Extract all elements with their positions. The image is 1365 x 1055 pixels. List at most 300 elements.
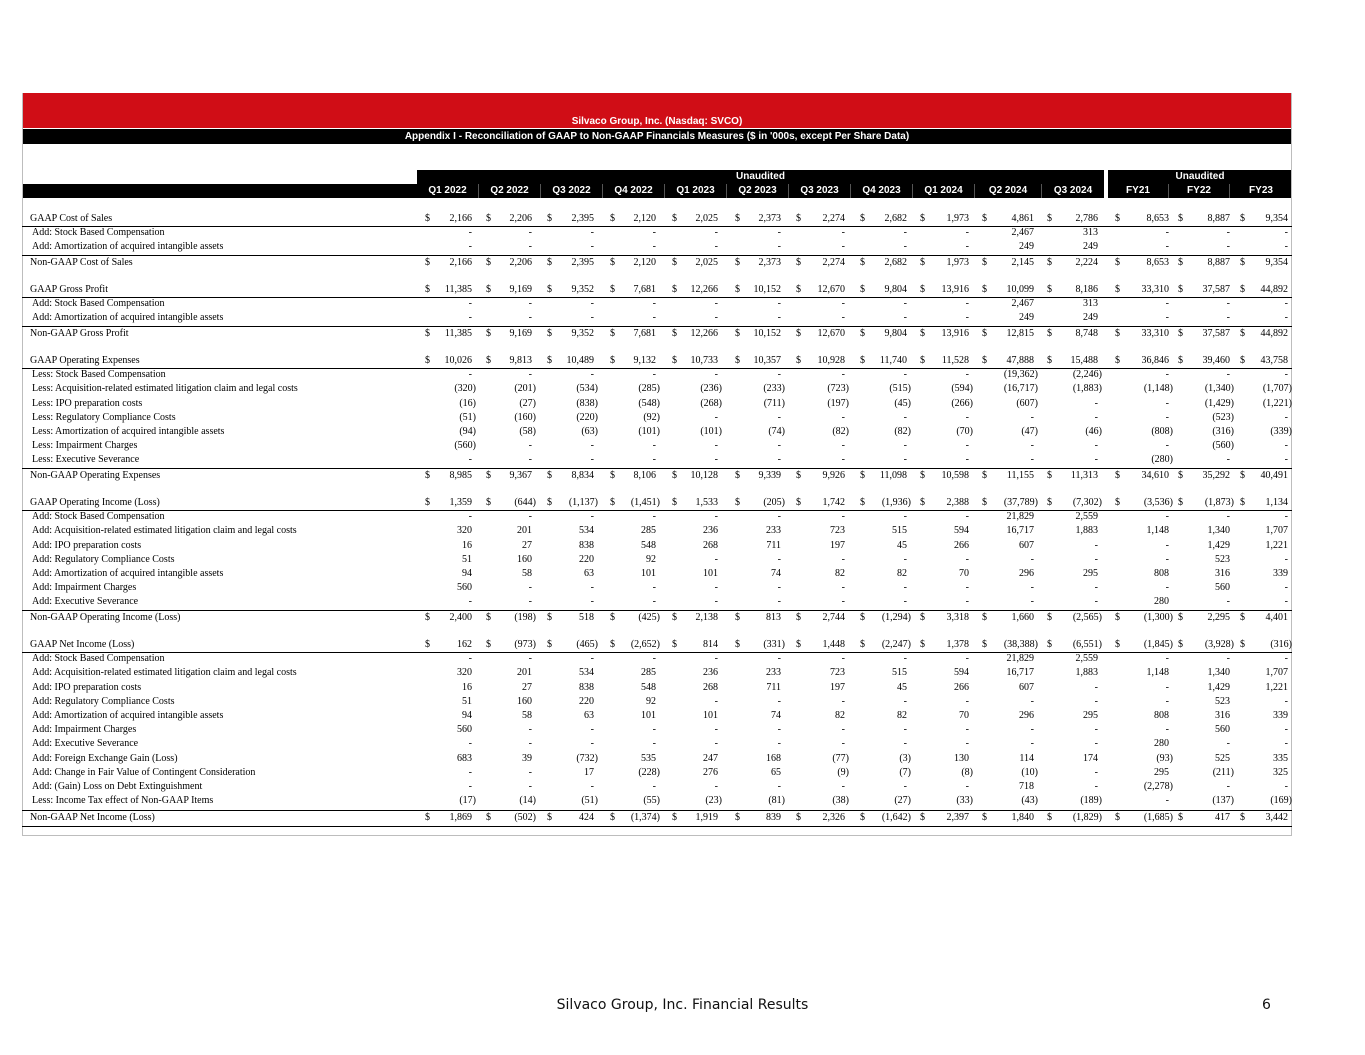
table-cell: - bbox=[841, 582, 845, 594]
table-cell: - bbox=[1165, 653, 1169, 665]
table-cell: 295 bbox=[1154, 766, 1169, 778]
currency-symbol: $ bbox=[486, 469, 491, 481]
table-cell: (1,873) bbox=[1204, 497, 1234, 508]
table-row bbox=[22, 581, 1292, 595]
table-cell: - bbox=[1094, 681, 1098, 693]
table-cell: - bbox=[590, 312, 594, 324]
table-cell: 2,120 bbox=[633, 256, 656, 268]
column-header: Q4 2022 bbox=[603, 184, 665, 198]
currency-symbol: $ bbox=[735, 327, 740, 339]
table-cell: 249 bbox=[1083, 241, 1098, 253]
table-cell: 813 bbox=[766, 611, 781, 623]
table-cell: 16,717 bbox=[1006, 525, 1034, 537]
row-label: Non-GAAP Operating Expenses bbox=[30, 469, 161, 481]
table-cell: 160 bbox=[517, 553, 532, 565]
column-header: FY23 bbox=[1249, 185, 1273, 196]
table-cell: - bbox=[528, 781, 532, 792]
table-cell: 58 bbox=[522, 568, 532, 579]
row-label: Less: Regulatory Compliance Costs bbox=[32, 411, 176, 423]
table-row bbox=[22, 226, 1292, 240]
row-label: Add: Executive Severance bbox=[32, 738, 139, 750]
table-cell: - bbox=[1165, 411, 1169, 423]
table-cell: (316) bbox=[1270, 639, 1292, 650]
table-cell: (6,551) bbox=[1072, 639, 1102, 650]
table-cell: (808) bbox=[1151, 426, 1173, 437]
table-cell: 8,887 bbox=[1207, 213, 1230, 224]
row-label: Less: Amortization of acquired intangible assets bbox=[32, 426, 225, 437]
table-cell: - bbox=[777, 511, 781, 523]
company-title: Silvaco Group, Inc. (Nasdaq: SVCO) bbox=[571, 116, 743, 127]
table-cell: (27) bbox=[894, 795, 911, 807]
table-cell: 13,916 bbox=[941, 327, 969, 339]
table-cell: (3,536) bbox=[1143, 497, 1173, 508]
currency-symbol: $ bbox=[425, 284, 430, 295]
table-cell: - bbox=[652, 241, 656, 253]
table-cell: 160 bbox=[517, 695, 532, 707]
table-cell: 1,707 bbox=[1265, 667, 1288, 679]
table-cell: 1,378 bbox=[946, 639, 969, 650]
currency-symbol: $ bbox=[982, 812, 987, 824]
table-cell: (523) bbox=[1212, 411, 1234, 423]
table-cell: - bbox=[1165, 511, 1169, 523]
table-cell: (33) bbox=[956, 795, 973, 807]
table-row bbox=[22, 681, 1292, 695]
currency-symbol: $ bbox=[1115, 639, 1120, 650]
row-label: Add: Regulatory Compliance Costs bbox=[32, 553, 175, 565]
currency-symbol: $ bbox=[425, 611, 430, 623]
currency-symbol: $ bbox=[860, 497, 865, 508]
currency-symbol: $ bbox=[1115, 256, 1120, 268]
table-cell: 2,400 bbox=[449, 611, 472, 623]
table-cell: - bbox=[777, 781, 781, 792]
table-cell: 44,892 bbox=[1260, 284, 1288, 295]
row-label: GAAP Net Income (Loss) bbox=[30, 639, 135, 650]
table-cell: 339 bbox=[1273, 568, 1288, 579]
table-cell: 39,460 bbox=[1202, 355, 1230, 366]
row-label: GAAP Gross Profit bbox=[30, 284, 108, 295]
table-cell: (14) bbox=[519, 795, 536, 807]
row-label: Non-GAAP Cost of Sales bbox=[30, 256, 133, 268]
table-cell: - bbox=[777, 553, 781, 565]
currency-symbol: $ bbox=[1115, 611, 1120, 623]
table-cell: - bbox=[1165, 539, 1169, 551]
table-cell: - bbox=[1226, 369, 1230, 381]
currency-symbol: $ bbox=[860, 611, 865, 623]
table-cell: - bbox=[903, 582, 907, 594]
table-cell: (27) bbox=[519, 397, 536, 409]
table-row bbox=[22, 326, 1292, 341]
currency-symbol: $ bbox=[982, 256, 987, 268]
table-cell: (1,883) bbox=[1072, 383, 1102, 395]
currency-symbol: $ bbox=[735, 284, 740, 295]
table-cell: (425) bbox=[638, 611, 660, 623]
table-cell: 3,442 bbox=[1265, 812, 1288, 824]
column-header: Q1 2022 bbox=[417, 184, 479, 198]
table-cell: 82 bbox=[835, 710, 845, 721]
table-cell: - bbox=[1165, 440, 1169, 452]
table-cell: 17 bbox=[584, 766, 594, 778]
currency-symbol: $ bbox=[796, 284, 801, 295]
table-cell: 101 bbox=[703, 568, 718, 579]
currency-symbol: $ bbox=[1178, 256, 1183, 268]
table-cell: (16) bbox=[459, 397, 476, 409]
row-label: Less: Executive Severance bbox=[32, 454, 140, 466]
table-cell: - bbox=[528, 766, 532, 778]
row-label: Add: Stock Based Compensation bbox=[32, 298, 165, 310]
currency-symbol: $ bbox=[672, 611, 677, 623]
table-cell: (92) bbox=[643, 411, 660, 423]
row-label: Less: Income Tax effect of Non-GAAP Items bbox=[32, 795, 214, 807]
row-label: Add: Amortization of acquired intangible assets bbox=[32, 241, 224, 253]
currency-symbol: $ bbox=[672, 469, 677, 481]
currency-symbol: $ bbox=[1240, 469, 1245, 481]
table-cell: - bbox=[468, 738, 472, 750]
table-cell: 82 bbox=[897, 568, 907, 579]
table-cell: - bbox=[965, 227, 969, 239]
table-cell: (82) bbox=[832, 426, 849, 437]
table-cell: 101 bbox=[703, 710, 718, 721]
table-cell: 1,883 bbox=[1075, 667, 1098, 679]
table-cell: (101) bbox=[700, 426, 722, 437]
table-cell: - bbox=[841, 738, 845, 750]
table-row bbox=[22, 539, 1292, 553]
table-cell: 560 bbox=[457, 724, 472, 736]
table-cell: 74 bbox=[771, 710, 781, 721]
table-cell: 27 bbox=[522, 681, 532, 693]
table-cell: - bbox=[528, 369, 532, 381]
table-cell: 560 bbox=[1215, 582, 1230, 594]
currency-symbol: $ bbox=[1047, 355, 1052, 366]
table-cell: 1,340 bbox=[1207, 525, 1230, 537]
table-cell: - bbox=[1030, 440, 1034, 452]
table-cell: 1,883 bbox=[1075, 525, 1098, 537]
table-cell: (1,707) bbox=[1262, 383, 1292, 395]
table-cell: - bbox=[652, 312, 656, 324]
row-label: Less: Acquisition-related estimated litigation claim and legal costs bbox=[32, 383, 298, 395]
table-cell: 523 bbox=[1215, 695, 1230, 707]
table-cell: (465) bbox=[576, 639, 598, 650]
table-cell: - bbox=[1284, 553, 1288, 565]
row-label: Add: Executive Severance bbox=[32, 596, 139, 608]
table-cell: - bbox=[528, 511, 532, 523]
table-cell: (74) bbox=[768, 426, 785, 437]
currency-symbol: $ bbox=[610, 611, 615, 623]
table-cell: 11,098 bbox=[879, 469, 907, 481]
currency-symbol: $ bbox=[547, 284, 552, 295]
table-cell: 74 bbox=[771, 568, 781, 579]
table-cell: - bbox=[841, 369, 845, 381]
table-cell: - bbox=[652, 454, 656, 466]
table-row bbox=[22, 652, 1292, 666]
table-cell: - bbox=[590, 440, 594, 452]
table-cell: - bbox=[590, 781, 594, 792]
table-cell: 838 bbox=[579, 539, 594, 551]
table-cell: (1,374) bbox=[630, 812, 660, 824]
table-cell: - bbox=[1094, 539, 1098, 551]
currency-symbol: $ bbox=[610, 497, 615, 508]
table-cell: 21,829 bbox=[1006, 511, 1034, 523]
table-cell: (644) bbox=[514, 497, 536, 508]
table-cell: 1,221 bbox=[1265, 539, 1288, 551]
currency-symbol: $ bbox=[547, 497, 552, 508]
table-cell: - bbox=[965, 738, 969, 750]
table-cell: (201) bbox=[514, 383, 536, 395]
table-cell: 92 bbox=[646, 553, 656, 565]
table-cell: (189) bbox=[1080, 795, 1102, 807]
currency-symbol: $ bbox=[735, 497, 740, 508]
table-cell: 236 bbox=[703, 667, 718, 679]
currency-symbol: $ bbox=[672, 639, 677, 650]
table-cell: 1,134 bbox=[1265, 497, 1288, 508]
table-cell: 525 bbox=[1215, 752, 1230, 764]
table-cell: - bbox=[1284, 582, 1288, 594]
table-cell: 2,326 bbox=[822, 812, 845, 824]
table-cell: 296 bbox=[1019, 568, 1034, 579]
table-cell: - bbox=[841, 695, 845, 707]
table-cell: 16,717 bbox=[1006, 667, 1034, 679]
table-cell: - bbox=[468, 766, 472, 778]
table-cell: (3,928) bbox=[1204, 639, 1234, 650]
column-header: Q3 2023 bbox=[789, 184, 851, 198]
currency-symbol: $ bbox=[735, 611, 740, 623]
table-row bbox=[22, 453, 1292, 467]
table-cell: - bbox=[903, 369, 907, 381]
table-cell: 8,186 bbox=[1075, 284, 1098, 295]
currency-symbol: $ bbox=[1178, 355, 1183, 366]
table-cell: (1,845) bbox=[1143, 639, 1173, 650]
table-cell: 2,373 bbox=[758, 256, 781, 268]
table-cell: 9,804 bbox=[884, 284, 907, 295]
table-cell: 8,653 bbox=[1146, 213, 1169, 224]
table-cell: 35,292 bbox=[1202, 469, 1230, 481]
column-header: Q1 2024 bbox=[913, 184, 975, 198]
currency-symbol: $ bbox=[610, 327, 615, 339]
table-cell: 339 bbox=[1273, 710, 1288, 721]
table-cell: 12,670 bbox=[817, 327, 845, 339]
table-cell: (38) bbox=[832, 795, 849, 807]
table-cell: (1,685) bbox=[1143, 812, 1173, 824]
table-cell: 247 bbox=[703, 752, 718, 764]
currency-symbol: $ bbox=[920, 469, 925, 481]
table-cell: - bbox=[1284, 312, 1288, 324]
table-cell: - bbox=[528, 312, 532, 324]
table-row bbox=[22, 810, 1292, 826]
currency-symbol: $ bbox=[860, 327, 865, 339]
table-cell: - bbox=[590, 596, 594, 608]
currency-symbol: $ bbox=[860, 256, 865, 268]
table-cell: - bbox=[841, 298, 845, 310]
table-cell: - bbox=[903, 781, 907, 792]
currency-symbol: $ bbox=[1240, 812, 1245, 824]
row-label: Add: Amortization of acquired intangible assets bbox=[32, 568, 224, 579]
table-cell: 518 bbox=[579, 611, 594, 623]
table-cell: (47) bbox=[1021, 426, 1038, 437]
table-cell: 2,145 bbox=[1011, 256, 1034, 268]
table-cell: - bbox=[841, 227, 845, 239]
table-cell: - bbox=[652, 724, 656, 736]
table-cell: 16 bbox=[462, 539, 472, 551]
table-cell: (94) bbox=[459, 426, 476, 437]
table-cell: 236 bbox=[703, 525, 718, 537]
column-header: FY21 bbox=[1108, 184, 1169, 198]
table-cell: 8,887 bbox=[1207, 256, 1230, 268]
table-cell: - bbox=[903, 553, 907, 565]
table-cell: - bbox=[714, 241, 718, 253]
table-cell: 2,682 bbox=[884, 213, 907, 224]
table-cell: 197 bbox=[830, 681, 845, 693]
table-cell: - bbox=[1284, 241, 1288, 253]
table-cell: 8,985 bbox=[449, 469, 472, 481]
table-row bbox=[22, 283, 1292, 298]
currency-symbol: $ bbox=[796, 213, 801, 224]
table-cell: - bbox=[714, 440, 718, 452]
table-cell: (160) bbox=[514, 411, 536, 423]
row-label: Less: Stock Based Compensation bbox=[32, 369, 166, 381]
currency-symbol: $ bbox=[486, 213, 491, 224]
table-cell: - bbox=[468, 454, 472, 466]
table-cell: (3) bbox=[899, 752, 911, 764]
table-cell: 1,973 bbox=[946, 256, 969, 268]
table-cell: 296 bbox=[1019, 710, 1034, 721]
currency-symbol: $ bbox=[1047, 812, 1052, 824]
table-cell: - bbox=[1226, 312, 1230, 324]
table-cell: 8,748 bbox=[1075, 327, 1098, 339]
table-cell: (1,221) bbox=[1262, 397, 1292, 409]
table-cell: 424 bbox=[579, 812, 594, 824]
table-cell: 1,340 bbox=[1207, 667, 1230, 679]
table-cell: 266 bbox=[954, 681, 969, 693]
table-cell: - bbox=[652, 511, 656, 523]
currency-symbol: $ bbox=[425, 256, 430, 268]
table-cell: 838 bbox=[579, 681, 594, 693]
table-cell: 201 bbox=[517, 667, 532, 679]
currency-symbol: $ bbox=[1115, 213, 1120, 224]
table-cell: - bbox=[903, 511, 907, 523]
table-cell: 9,339 bbox=[758, 469, 781, 481]
table-cell: (70) bbox=[956, 426, 973, 437]
table-row bbox=[22, 297, 1292, 311]
currency-symbol: $ bbox=[425, 639, 430, 650]
table-cell: - bbox=[1165, 312, 1169, 324]
table-cell: 36,846 bbox=[1141, 355, 1169, 366]
table-row bbox=[22, 737, 1292, 751]
table-cell: 249 bbox=[1019, 312, 1034, 324]
table-cell: (228) bbox=[638, 766, 660, 778]
table-cell: - bbox=[903, 227, 907, 239]
table-cell: - bbox=[1165, 397, 1169, 409]
table-cell: 1,148 bbox=[1146, 667, 1169, 679]
table-cell: 220 bbox=[579, 553, 594, 565]
table-cell: - bbox=[965, 440, 969, 452]
table-cell: 316 bbox=[1215, 568, 1230, 579]
table-cell: - bbox=[468, 511, 472, 523]
table-cell: (1,148) bbox=[1143, 383, 1173, 395]
currency-symbol: $ bbox=[860, 355, 865, 366]
table-cell: - bbox=[965, 596, 969, 608]
table-cell: 220 bbox=[579, 695, 594, 707]
table-cell: 10,099 bbox=[1006, 284, 1034, 295]
table-cell: 316 bbox=[1215, 710, 1230, 721]
currency-symbol: $ bbox=[610, 256, 615, 268]
table-cell: - bbox=[528, 241, 532, 253]
table-cell: 285 bbox=[641, 667, 656, 679]
table-cell: - bbox=[1094, 582, 1098, 594]
table-cell: 63 bbox=[584, 710, 594, 721]
table-cell: (77) bbox=[832, 752, 849, 764]
row-label: Add: Foreign Exchange Gain (Loss) bbox=[32, 752, 178, 764]
table-row bbox=[22, 610, 1292, 625]
row-label: Non-GAAP Net Income (Loss) bbox=[30, 812, 155, 824]
table-cell: 534 bbox=[579, 667, 594, 679]
currency-symbol: $ bbox=[1115, 284, 1120, 295]
table-cell: - bbox=[1030, 695, 1034, 707]
table-cell: (23) bbox=[705, 795, 722, 807]
currency-symbol: $ bbox=[735, 469, 740, 481]
table-cell: 2,395 bbox=[571, 213, 594, 224]
currency-symbol: $ bbox=[1115, 355, 1120, 366]
table-cell: - bbox=[590, 298, 594, 310]
table-cell: - bbox=[1226, 781, 1230, 792]
currency-symbol: $ bbox=[486, 355, 491, 366]
table-row bbox=[22, 212, 1292, 227]
currency-symbol: $ bbox=[735, 355, 740, 366]
currency-symbol: $ bbox=[672, 284, 677, 295]
row-label: Add: Stock Based Compensation bbox=[32, 653, 165, 665]
table-cell: - bbox=[652, 738, 656, 750]
table-cell: - bbox=[590, 582, 594, 594]
currency-symbol: $ bbox=[796, 469, 801, 481]
table-cell: 1,919 bbox=[695, 812, 718, 824]
table-cell: 4,861 bbox=[1011, 213, 1034, 224]
currency-symbol: $ bbox=[1178, 497, 1183, 508]
table-cell: (560) bbox=[454, 440, 476, 452]
table-cell: (81) bbox=[768, 795, 785, 807]
row-label: Add: Acquisition-related estimated litigation claim and legal costs bbox=[32, 525, 297, 537]
table-cell: 607 bbox=[1019, 681, 1034, 693]
table-cell: 548 bbox=[641, 681, 656, 693]
table-cell: (63) bbox=[581, 426, 598, 437]
currency-symbol: $ bbox=[796, 639, 801, 650]
table-cell: - bbox=[590, 454, 594, 466]
table-cell: 92 bbox=[646, 695, 656, 707]
table-row bbox=[22, 468, 1292, 483]
table-cell: 711 bbox=[766, 681, 781, 693]
table-cell: 11,385 bbox=[444, 327, 472, 339]
table-cell: 2,206 bbox=[509, 213, 532, 224]
table-cell: - bbox=[841, 724, 845, 736]
table-cell: (339) bbox=[1270, 426, 1292, 437]
table-cell: - bbox=[1165, 795, 1169, 807]
table-cell: - bbox=[777, 738, 781, 750]
table-cell: 37,587 bbox=[1202, 284, 1230, 295]
table-cell: - bbox=[965, 724, 969, 736]
table-cell: - bbox=[1165, 681, 1169, 693]
currency-symbol: $ bbox=[1240, 497, 1245, 508]
table-cell: - bbox=[714, 553, 718, 565]
table-cell: - bbox=[468, 653, 472, 665]
table-cell: - bbox=[965, 369, 969, 381]
currency-symbol: $ bbox=[796, 611, 801, 623]
table-cell: 15,488 bbox=[1070, 355, 1098, 366]
table-cell: - bbox=[1284, 227, 1288, 239]
table-cell: - bbox=[965, 298, 969, 310]
table-cell: 2,120 bbox=[633, 213, 656, 224]
table-cell: 1,660 bbox=[1011, 611, 1034, 623]
table-cell: (45) bbox=[894, 397, 911, 409]
table-cell: - bbox=[1226, 454, 1230, 466]
table-cell: - bbox=[714, 695, 718, 707]
table-cell: (2,652) bbox=[630, 639, 660, 650]
